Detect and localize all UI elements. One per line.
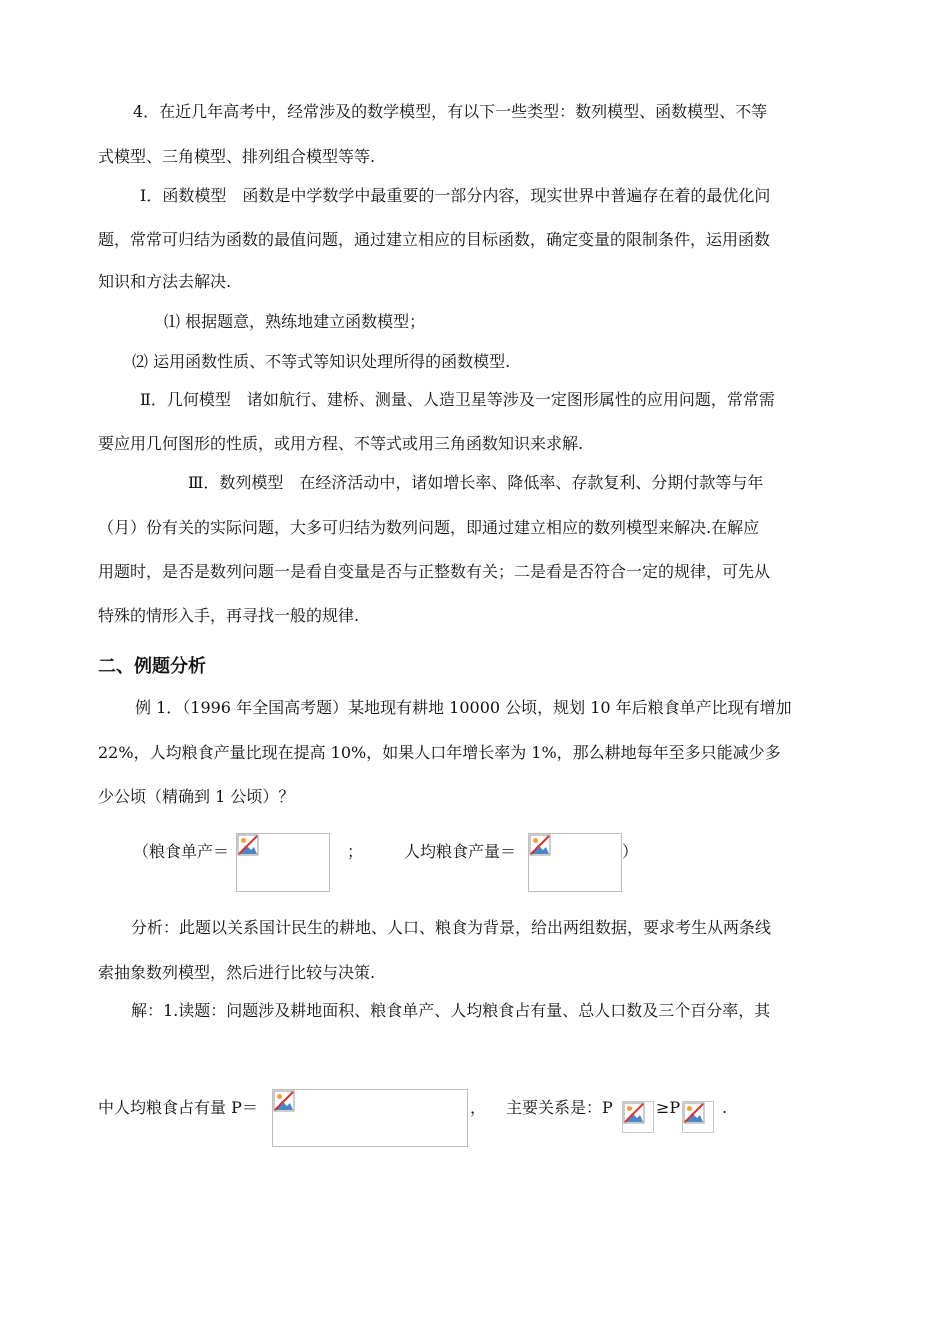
formula-image-p-subscript-2 [682,1101,714,1133]
model-iii-line-2: （月）份有关的实际问题，大多可归结为数列问题，即通过建立相应的数列模型来解决.在解应 [98,518,760,537]
model-i-step-2: ⑵ 运用函数性质、不等式等知识处理所得的函数模型. [132,352,511,371]
formula-suffix: ） [622,842,639,861]
formula-prefix: （粮食单产＝ [133,842,230,861]
model-i-step-1: ⑴ 根据题意，熟练地建立函数模型； [164,312,426,331]
solution-period: . [722,1098,728,1117]
example-1-line-1: 例 1．（1996 年全国高考题）某地现有耕地 10000 公顷，规划 10 年后粮食单产比现有增加 [135,698,792,717]
broken-image-icon [683,1102,705,1124]
analysis-line-2: 索抽象数列模型，然后进行比较与决策. [98,963,376,982]
model-ii-line-2: 要应用几何图形的性质，或用方程、不等式或用三角函数知识来求解. [98,434,584,453]
example-1-line-2: 22%，人均粮食产量比现在提高 10%，如果人口年增长率为 1%，那么耕地每年至多只能减少多 [98,743,781,762]
broken-image-icon [529,834,551,856]
model-ii-line-1: Ⅱ．几何模型 诸如航行、建桥、测量、人造卫星等涉及一定图形属性的应用问题，常常需 [140,390,775,409]
formula-separator: ； [347,842,364,861]
solution-line-2-prefix: 中人均粮食占有量 P＝ [98,1098,258,1117]
formula-image-per-capita [528,833,622,892]
example-1-line-3: 少公顷（精确到 1 公顷）？ [98,787,295,806]
formula-image-p [272,1089,468,1147]
solution-relation-label: 主要关系是：P [506,1098,613,1117]
formula-mid: 人均粮食产量＝ [404,842,517,861]
solution-geq: ≥P [656,1098,681,1117]
broken-image-icon [273,1090,295,1112]
broken-image-icon [623,1102,645,1124]
model-iii-line-4: 特殊的情形入手，再寻找一般的规律. [98,606,360,625]
formula-image-p-subscript-1 [622,1101,654,1133]
formula-image-grain-yield [236,833,330,892]
model-iii-line-1: Ⅲ．数列模型 在经济活动中，诸如增长率、降低率、存款复利、分期付款等与年 [188,473,764,492]
model-i-line-1: Ⅰ．函数模型 函数是中学数学中最重要的一部分内容，现实世界中普遍存在着的最优化问 [140,186,771,205]
model-i-line-3: 知识和方法去解决. [98,272,232,291]
model-i-line-2: 题，常常可归结为函数的最值问题，通过建立相应的目标函数，确定变量的限制条件，运用函数 [98,230,771,249]
solution-comma: ， [470,1098,487,1117]
intro-line-1: 4．在近几年高考中，经常涉及的数学模型，有以下一些类型：数列模型、函数模型、不等 [133,102,768,121]
intro-line-2: 式模型、三角模型、排列组合模型等等. [98,147,376,166]
solution-line-1: 解：1.读题：问题涉及耕地面积、粮食单产、人均粮食占有量、总人口数及三个百分率，其 [131,1001,771,1020]
section-heading: 二、例题分析 [98,656,206,677]
model-iii-line-3: 用题时，是否是数列问题一是看自变量是否与正整数有关；二是看是否符合一定的规律，可先从 [98,562,771,581]
broken-image-icon [237,834,259,856]
analysis-line-1: 分析：此题以关系国计民生的耕地、人口、粮食为背景，给出两组数据，要求考生从两条线 [131,918,772,937]
